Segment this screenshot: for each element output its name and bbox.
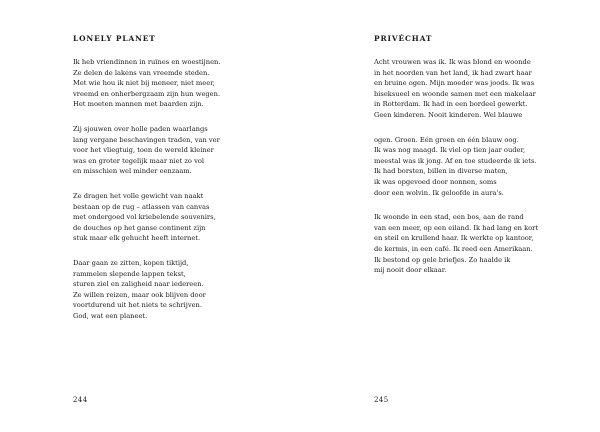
stanza bbox=[374, 57, 594, 121]
poem-line: Ik bestond op gele briefjes. Zo haalde ik bbox=[374, 255, 511, 264]
poem-line: meestal was ik jong. Af en toe studeerde ik iets. bbox=[374, 156, 537, 165]
poem-line: en misschien wel minder eenzaam. bbox=[73, 167, 192, 176]
poem-body bbox=[73, 57, 293, 335]
poem-line: Ze delen de lakens van vreemde steden. bbox=[73, 68, 210, 77]
poem-body bbox=[374, 57, 594, 290]
poem-line: en steil en krullend haar. Ik werkte op kantoor, bbox=[374, 234, 534, 243]
poem-line: stuk maar elk gehucht heeft internet. bbox=[73, 234, 201, 243]
poem-line: Ik had borsten, billen in diverse maten, bbox=[374, 167, 508, 176]
poem-line: Ze dragen het volle gewicht van naakt bbox=[73, 191, 204, 200]
poem-line: in het noorden van het land, ik had zwart haar bbox=[374, 68, 532, 77]
poem-line: Ik heb vriendinnen in ruïnes en woestijnen. bbox=[73, 58, 221, 66]
poem-line: Daar gaan ze zitten, kopen tiktijd, bbox=[73, 258, 189, 267]
poem-line: Acht vrouwen was ik. Ik was blond en woonde bbox=[374, 58, 531, 66]
poem-line: Ik woonde in een stad, een bos, aan de rand bbox=[374, 213, 524, 222]
poem-line: van een meer, op een eiland. Ik had lang en kort bbox=[374, 223, 539, 232]
poem-line: mij nooit door elkaar. bbox=[374, 266, 447, 275]
poem-line: was en groter tegelijk maar niet zo vol bbox=[73, 156, 205, 165]
poem-line: biseksueel en woonde samen met een makelaar bbox=[374, 89, 536, 98]
page-number: 245 bbox=[374, 396, 389, 404]
poem-line: rammelen slepende lappen tekst, bbox=[73, 269, 186, 278]
poem-line: in Rotterdam. Ik had in een bordeel gewerkt. bbox=[374, 100, 528, 109]
poem-line: Ik was nog maagd. Ik viel op tien jaar ouder, bbox=[374, 146, 526, 155]
stanza bbox=[73, 124, 293, 177]
poem-title: PRIVÉCHAT bbox=[374, 34, 433, 43]
poem-line: vreemd en onherbergzaam zijn hun wegen. bbox=[73, 89, 221, 98]
stanza bbox=[73, 258, 293, 322]
stanza bbox=[374, 135, 594, 199]
poem-line: Geen kinderen. Nooit kinderen. Wel blauwe bbox=[374, 110, 523, 119]
poem-line: door een wolvin. Ik geloofde in aura's. bbox=[374, 188, 504, 197]
poem-line: met ondergoed vol kriebelende souvenirs, bbox=[73, 213, 216, 222]
poem-title: LONELY PLANET bbox=[73, 34, 156, 43]
poem-line: de kermis, in een café. Ik reed een Amerikaan. bbox=[374, 244, 533, 253]
poem-line: bestaan op de rug – atlassen van canvas bbox=[73, 202, 210, 211]
poem-line: ik was opgevoed door nonnen, soms bbox=[374, 177, 497, 186]
poem-line: Zij sjouwen over holle paden waarlangs bbox=[73, 124, 208, 133]
right-page bbox=[300, 0, 600, 432]
poem-line: voor het vliegtuig, toen de wereld kleiner bbox=[73, 146, 214, 155]
stanza bbox=[73, 57, 293, 110]
poem-line: de douches op het ganse continent zijn bbox=[73, 223, 206, 232]
poem-line: ogen. Groen. Eén groen en één blauw oog. bbox=[374, 135, 519, 144]
poem-line: lang vergane beschavingen traden, van ver bbox=[73, 135, 220, 144]
poem-line: sturen ziel en zaligheid naar iedereen. bbox=[73, 280, 204, 289]
poem-line: en bruine ogen. Mijn moeder was joods. Ik was bbox=[374, 79, 535, 88]
stanza bbox=[374, 212, 594, 276]
page-number: 244 bbox=[73, 396, 88, 404]
poem-line: Het moeten mannen met baarden zijn. bbox=[73, 100, 204, 109]
poem-line: voortdurend uit het niets te schrijven. bbox=[73, 301, 202, 310]
poem-line: Ze willen reizen, maar ook blijven door bbox=[73, 290, 206, 299]
poem-line: Met wie hou ik niet bij meneer, niet meer, bbox=[73, 79, 215, 88]
poem-line: God, wat een planeet. bbox=[73, 311, 148, 320]
stanza bbox=[73, 191, 293, 244]
